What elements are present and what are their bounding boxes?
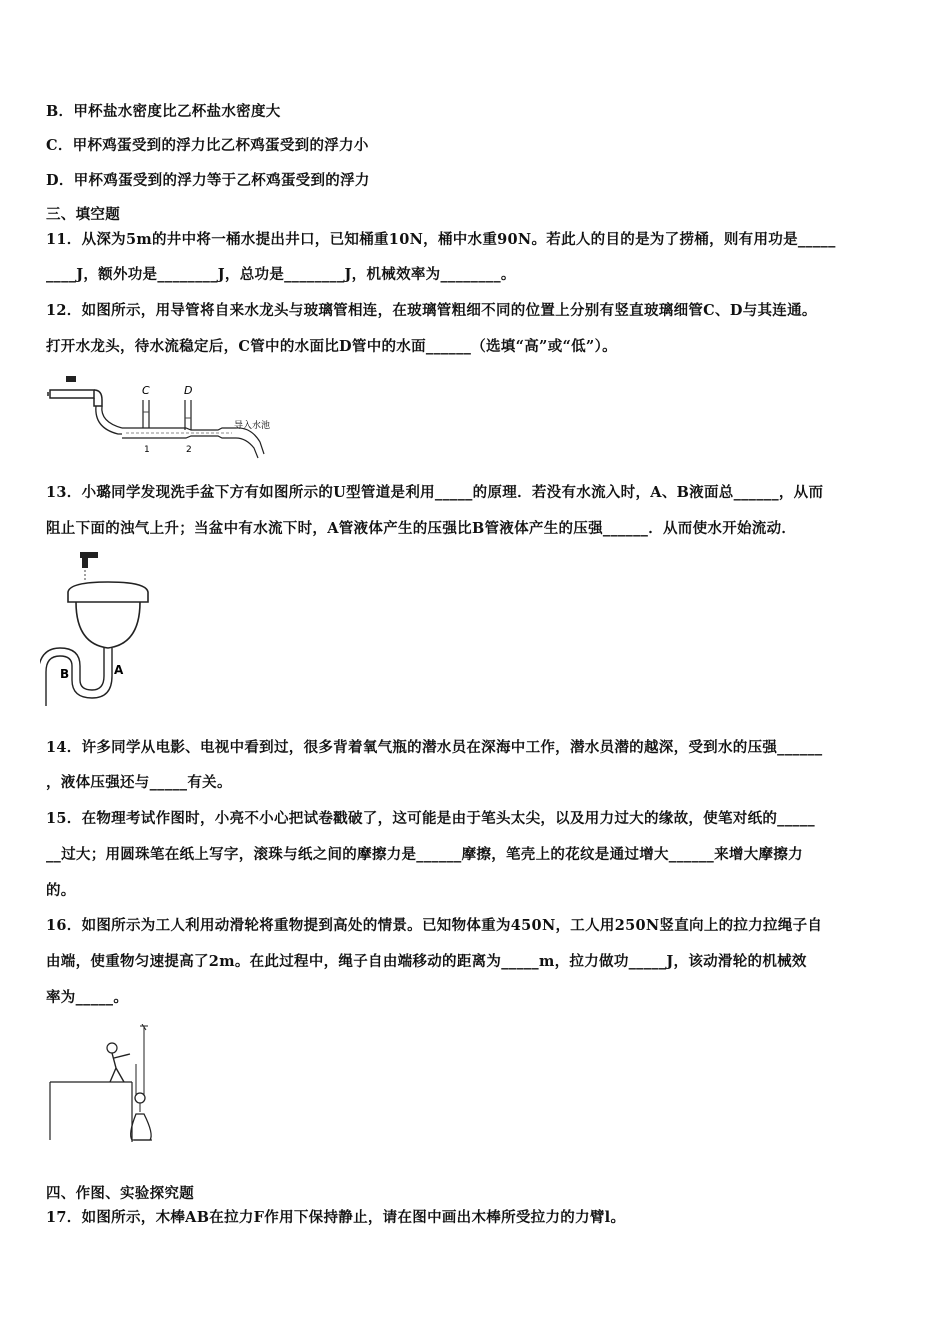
q15-line-2: __过大；用圆珠笔在纸上写字，滚珠与纸之间的摩擦力是______摩擦，笔壳上的花纹是通过增大______来增大摩擦力 (46, 846, 803, 863)
q14-line-2: ，液体压强还与_____有关。 (46, 774, 232, 791)
label-outlet: 导入水池 (234, 421, 271, 431)
section-heading-fill-in: 三、填空题 (46, 206, 120, 223)
label-1: 1 (144, 445, 150, 455)
q12-figure-faucet-tube (46, 372, 296, 462)
faucet-handle-icon (66, 376, 76, 382)
option-c: C．甲杯鸡蛋受到的浮力比乙杯鸡蛋受到的浮力小 (46, 137, 369, 154)
q11-line-1: 11．从深为5m的井中将一桶水提出井口，已知桶重10N，桶中水重90N。若此人的目的是为了捞桶，则有用功是_____ (46, 231, 836, 248)
option-b: B．甲杯盐水密度比乙杯盐水密度大 (46, 103, 281, 120)
q16-figure-worker-pulley (44, 1024, 174, 1146)
q12-line-2: 打开水龙头，待水流稳定后，C管中的水面比D管中的水面______（选填“高”或“低”）。 (46, 338, 617, 355)
label-d: D (184, 384, 193, 397)
section-heading-drawing: 四、作图、实验探究题 (46, 1185, 194, 1202)
label-c: C (142, 384, 150, 397)
q13-line-2: 阻止下面的浊气上升；当盆中有水流下时，A管液体产生的压强比B管液体产生的压强______．从而使水开始流动． (46, 520, 797, 537)
option-d: D．甲杯鸡蛋受到的浮力等于乙杯鸡蛋受到的浮力 (46, 172, 370, 189)
q16-line-1: 16．如图所示为工人利用动滑轮将重物提到高处的情景。已知物体重为450N，工人用250N竖直向上的拉力拉绳子自 (46, 917, 823, 934)
label-2: 2 (186, 445, 192, 455)
q17-line-1: 17．如图所示，木棒AB在拉力F作用下保持静止，请在图中画出木棒所受拉力的力臂l。 (46, 1209, 626, 1226)
q11-line-2: ____J，额外功是________J，总功是________J，机械效率为________。 (46, 266, 516, 283)
worker-head-icon (107, 1043, 117, 1053)
q16-line-3: 率为_____。 (46, 989, 129, 1006)
pulley-icon (135, 1093, 145, 1103)
tap-icon (80, 552, 98, 568)
q13-figure-basin-u-trap (40, 548, 160, 708)
q13-line-1: 13．小璐同学发现洗手盆下方有如图所示的U型管道是利用_____的原理．若没有水流入时，A、B液面总______，从而 (46, 484, 824, 501)
q15-line-1: 15．在物理考试作图时，小亮不小心把试卷戳破了，这可能是由于笔头太尖，以及用力过大的缘故，使笔对纸的_____ (46, 810, 815, 827)
q14-line-1: 14．许多同学从电影、电视中看到过，很多背着氧气瓶的潜水员在深海中工作，潜水员潜的越深，受到水的压强______ (46, 739, 823, 756)
q15-line-3: 的。 (46, 882, 76, 899)
load-bag-icon (131, 1114, 151, 1140)
q12-line-1: 12．如图所示，用导管将自来水龙头与玻璃管相连，在玻璃管粗细不同的位置上分别有竖直玻璃细管C、D与其连通。 (46, 302, 817, 319)
q16-line-2: 由端，使重物匀速提高了2m。在此过程中，绳子自由端移动的距离为_____m，拉力做功_____J，该动滑轮的机械效 (46, 953, 807, 970)
label-b: B (60, 667, 70, 681)
label-a: A (114, 663, 124, 677)
